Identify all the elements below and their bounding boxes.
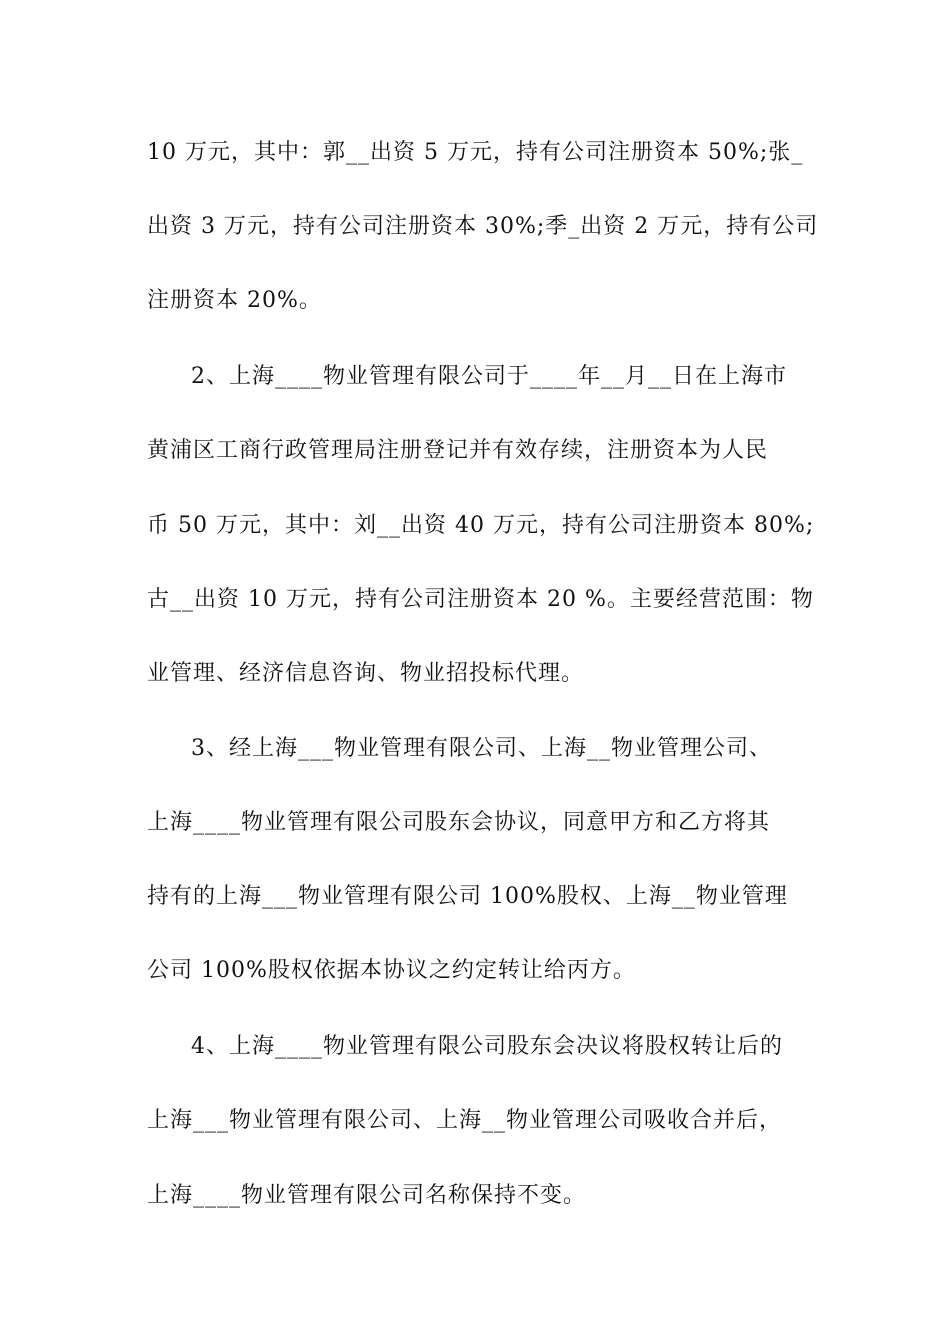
paragraph-4-line-3: 上海____物业管理有限公司名称保持不变。 (147, 1183, 587, 1208)
paragraph-2-line-5: 业管理、经济信息咨询、物业招投标代理。 (147, 661, 585, 686)
paragraph-1-line-3: 注册资本 20%。 (147, 288, 322, 313)
paragraph-4-line-2: 上海___物业管理有限公司、上海__物业管理公司吸收合并后， (147, 1108, 783, 1133)
paragraph-3-line-2: 上海____物业管理有限公司股东会协议，同意甲方和乙方将其 (147, 810, 771, 835)
paragraph-1-line-1: 10 万元，其中：郭__出资 5 万元，持有公司注册资本 50%;张_ (147, 140, 804, 165)
paragraph-3-line-3: 持有的上海___物业管理有限公司 100%股权、上海__物业管理 (147, 884, 788, 909)
paragraph-4-line-1: 4、上海____物业管理有限公司股东会决议将股权转让后的 (191, 1034, 783, 1059)
paragraph-3-line-1: 3、经上海___物业管理有限公司、上海__物业管理公司、 (191, 736, 772, 761)
paragraph-3-line-4: 公司 100%股权依据本协议之约定转让给丙方。 (147, 958, 636, 983)
paragraph-2-line-3: 币 50 万元，其中：刘__出资 40 万元，持有公司注册资本 80%; (147, 513, 815, 538)
paragraph-1-line-2: 出资 3 万元，持有公司注册资本 30%;季_出资 2 万元，持有公司 (147, 214, 819, 239)
paragraph-2-line-1: 2、上海____物业管理有限公司于____年__月__日在上海市 (191, 364, 787, 389)
paragraph-2-line-2: 黄浦区工商行政管理局注册登记并有效存续，注册资本为人民 (147, 438, 769, 463)
paragraph-2-line-4: 古__出资 10 万元，持有公司注册资本 20 %。主要经营范围：物 (147, 587, 814, 612)
